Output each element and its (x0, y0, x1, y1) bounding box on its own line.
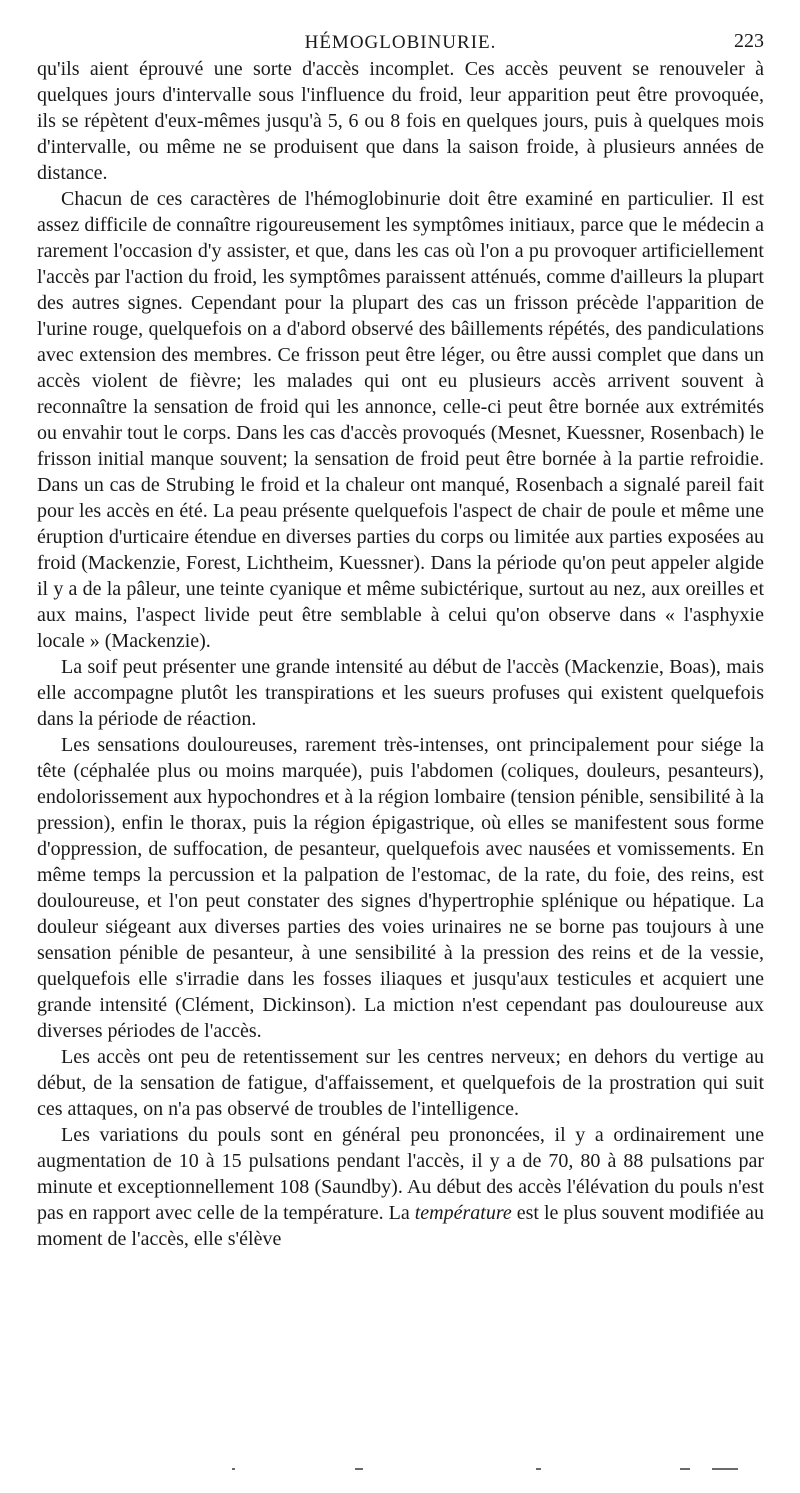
scan-mark (680, 1468, 690, 1470)
scan-mark (355, 1468, 363, 1470)
paragraph (37, 732, 764, 1044)
scan-mark (712, 1468, 738, 1470)
paragraph (37, 1122, 764, 1252)
scan-mark (232, 1468, 235, 1470)
paragraph-text: Les variations du pouls sont en général peu prononcées, il y a ordinairement une augmentation de 10 à 15 pulsations pendant l'accès, il y a de 70, 80 à 88 pulsations par minute et exceptionnellement 108 (Saundby). Au début des accès l'élévation du pouls n'est pas en rapport avec celle de la température. La (37, 1124, 764, 1224)
paragraph (37, 186, 764, 654)
paragraph-text: Les accès ont peu de retentissement sur les centres nerveux; en dehors du vertige au début, de la sensation de fatigue, d'affaissement, et quelquefois de la prostration qui suit ces attaques, on n'a pas observé de troubles de l'intelligence. (37, 1046, 764, 1120)
paragraph-text: est le plus souvent modifiée au moment de l'accès, elle s'élève (37, 1202, 764, 1250)
running-title: HÉMOGLOBINURIE. (304, 32, 497, 53)
body-text (37, 56, 764, 1252)
paragraph-text: Chacun de ces caractères de l'hémoglobinurie doit être examiné en particulier. Il est assez difficile de connaître rigoureusement les symptômes initiaux, parce que le médecin a rarement l'occasion d'y assister, et que, dans les cas où l'on a pu provoquer artificiellement l'accès par l'action du froid, les symptômes paraissent atténués, comme d'ailleurs la plupart des autres signes. Cependant pour la plupart des cas un frisson précède l'apparition de l'urine rouge, quelquefois on a d'abord observé des bâillements répétés, des pandiculations avec extension des membres. Ce frisson peut être léger, ou être aussi complet que dans un accès violent de fièvre; les malades qui ont eu plusieurs accès arrivent souvent à reconnaître la sensation de froid qui les annonce, celle-ci peut être bornée aux extrémités ou envahir tout le corps. Dans les cas d'accès provoqués (Mesnet, Kuessner, Rosenbach) le frisson initial manque souvent; la sensation de froid peut être bornée à la partie refroidie. Dans un cas de Strubing le froid et la chaleur ont manqué, Rosenbach a signalé pareil fait pour les accès en été. La peau présente quelquefois l'aspect de chair de poule et même une éruption d'urticaire étendue en diverses parties du corps ou limitée aux parties exposées au froid (Mackenzie, Forest, Lichtheim, Kuessner). Dans la période qu'on peut appeler algide il y a de la pâleur, une teinte cyanique et même subictérique, surtout au nez, aux oreilles et aux mains, l'aspect livide peut être semblable à celui qu'on observe dans « l'asphyxie locale » (Mackenzie). (37, 188, 764, 652)
paragraph (37, 654, 764, 732)
italic-term: température (414, 1202, 512, 1224)
paragraph-text: La soif peut présenter une grande intensité au début de l'accès (Mackenzie, Boas), mais elle accompagne plutôt les transpirations et les sueurs profuses qui existent quelquefois dans la période de réaction. (37, 656, 764, 730)
scan-artifact-marks (0, 1468, 800, 1474)
paragraph (37, 56, 764, 186)
paragraph-text: Les sensations douloureuses, rarement très-intenses, ont principalement pour siége la tête (céphalée plus ou moins marquée), puis l'abdomen (coliques, douleurs, pesanteurs), endolorissement aux hypochondres et à la région lombaire (tension pénible, sensibilité à la pression), enfin le thorax, puis la région épigastrique, où elles se manifestent sous forme d'oppression, de suffocation, de pesanteur, quelquefois avec nausées et vomissements. En même temps la percussion et la palpation de l'estomac, de la rate, du foie, des reins, est douloureuse, et l'on peut constater des signes d'hypertrophie splénique ou hépatique. La douleur siégeant aux diverses parties des voies urinaires ne se borne pas toujours à une sensation pénible de pesanteur, à une sensibilité à la pression des reins et de la vessie, quelquefois elle s'irradie dans les fosses iliaques et jusqu'aux testicules et acquiert une grande intensité (Clément, Dickinson). La miction n'est cependant pas douloureuse aux diverses périodes de l'accès. (37, 734, 764, 1042)
page-number: 223 (734, 30, 764, 52)
scan-mark (536, 1468, 541, 1470)
running-head (37, 30, 764, 56)
book-page (37, 30, 764, 1252)
paragraph (37, 1044, 764, 1122)
paragraph-text: qu'ils aient éprouvé une sorte d'accès incomplet. Ces accès peuvent se renouveler à quelques jours d'intervalle sous l'influence du froid, leur apparition peut être provoquée, ils se répètent d'eux-mêmes jusqu'à 5, 6 ou 8 fois en quelques jours, puis à quelques mois d'intervalle, ou même ne se produisent que dans la saison froide, à plusieurs années de distance. (37, 58, 764, 184)
